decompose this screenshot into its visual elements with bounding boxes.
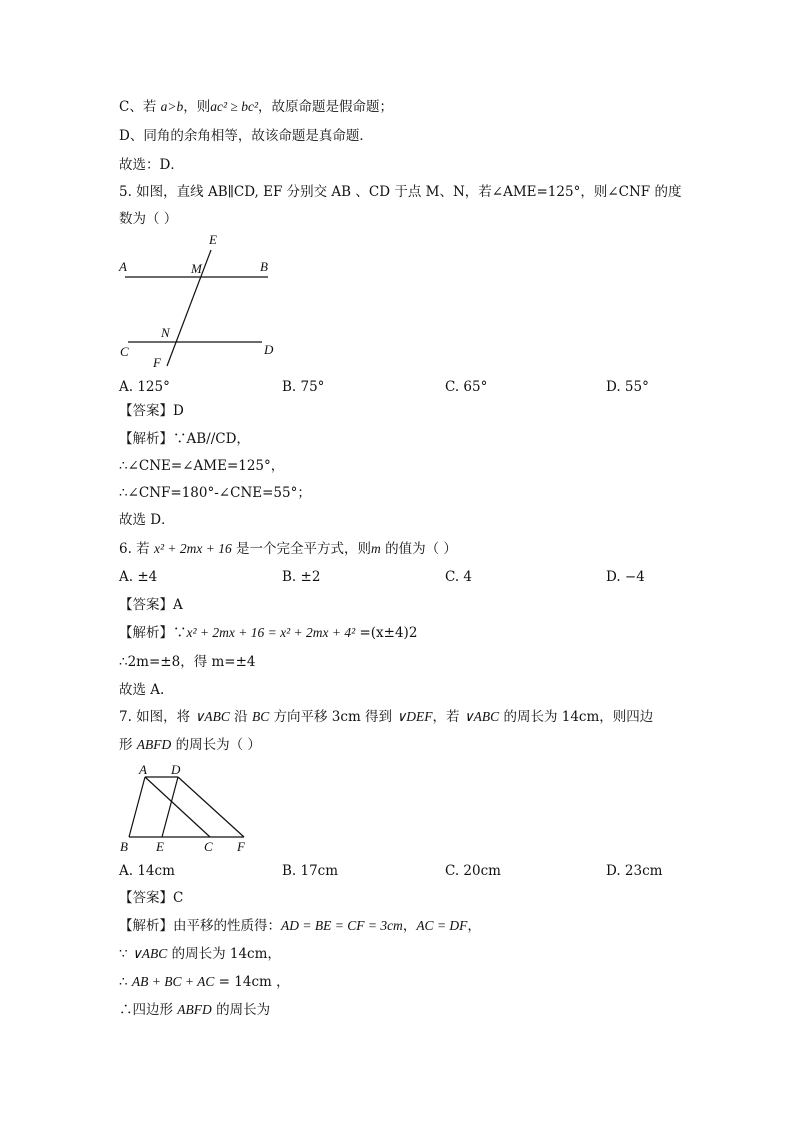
q7-analysis-4: ∴四边形 ABFD 的周长为: [119, 1002, 271, 1018]
q5-stem-line2: 数为（ ）: [119, 211, 178, 227]
q6-option-b: B. ±2: [282, 569, 321, 585]
q7-analysis-3: ∴ AB + BC + AC = 14cm ，: [119, 974, 290, 990]
q6-option-d: D. −4: [606, 569, 645, 585]
q6-analysis-1: 【解析】∵x² + 2mx + 16 = x² + 2mx + 4² =(x±4)2: [119, 625, 418, 641]
q6-option-a: A. ±4: [119, 569, 158, 585]
label-n: N: [161, 325, 170, 340]
option-c-explanation: C、若 a>b，则ac² ≥ bc²，故原命题是假命题；: [119, 99, 393, 115]
q7-option-a: A. 14cm: [119, 863, 175, 879]
label-f: F: [153, 355, 161, 370]
q5-choice: 故选 D．: [119, 512, 175, 528]
segment-de: [162, 777, 178, 837]
q5-answer: 【答案】D: [119, 403, 184, 419]
q6-answer: 【答案】A: [119, 597, 183, 613]
q7-option-d: D. 23cm: [606, 863, 663, 879]
q7-analysis-2: ∵ ∨ABC 的周长为 14cm，: [119, 946, 281, 962]
segment-ab: [129, 777, 145, 837]
q7-answer: 【答案】C: [119, 890, 184, 906]
q7-option-c: C. 20cm: [445, 863, 501, 879]
q5-option-b: B. 75°: [282, 379, 325, 395]
label-f: F: [237, 839, 245, 854]
label-a: A: [139, 762, 147, 777]
q7-stem-line2: 形 ABFD 的周长为（ ）: [119, 737, 261, 753]
q5-analysis-3: ∴∠CNF=180°-∠CNE=55°；: [119, 485, 311, 501]
q5-option-c: C. 65°: [445, 379, 488, 395]
label-m: M: [191, 261, 202, 276]
label-b: B: [260, 259, 268, 274]
q6-stem: 6. 若 x² + 2mx + 16 是一个完全平方式，则m 的值为（ ）: [119, 541, 457, 557]
q5-stem-line1: 5. 如图，直线 AB∥CD, EF 分别交 AB 、CD 于点 M、N，若∠AME=125°，则∠CNF 的度: [119, 184, 682, 200]
q7-stem-line1: 7. 如图，将 ∨ABC 沿 BC 方向平移 3cm 得到 ∨DEF，若 ∨ABC 的周长为 14cm，则四边: [119, 709, 654, 725]
q7-figure: [115, 760, 260, 857]
q5-analysis-1: 【解析】∵AB//CD，: [119, 431, 250, 447]
segment-df: [178, 777, 244, 837]
label-d: D: [171, 762, 181, 777]
label-c: C: [120, 344, 129, 359]
q6-analysis-2: ∴2m=±8，得 m=±4: [119, 654, 256, 670]
label-e: E: [156, 839, 164, 854]
q5-analysis-2: ∴∠CNE=∠AME=125°，: [119, 458, 285, 474]
label-a: A: [119, 259, 127, 274]
q6-choice: 故选 A.: [119, 682, 165, 698]
q7-option-b: B. 17cm: [282, 863, 339, 879]
q7-analysis-1: 【解析】由平移的性质得：AD = BE = CF = 3cm，AC = DF，: [119, 918, 481, 934]
line-ef: [167, 250, 211, 366]
label-c: C: [204, 839, 213, 854]
label-e: E: [209, 232, 217, 247]
q5-figure: [110, 230, 290, 372]
option-d-explanation: D、同角的余角相等，故该命题是真命题．: [119, 128, 373, 144]
q4-choice: 故选：D．: [119, 157, 184, 173]
q5-option-d: D. 55°: [606, 379, 649, 395]
label-b: B: [120, 839, 128, 854]
q6-option-c: C. 4: [445, 569, 473, 585]
segment-ac: [145, 777, 210, 837]
label-d: D: [264, 342, 274, 357]
q5-option-a: A. 125°: [119, 379, 170, 395]
